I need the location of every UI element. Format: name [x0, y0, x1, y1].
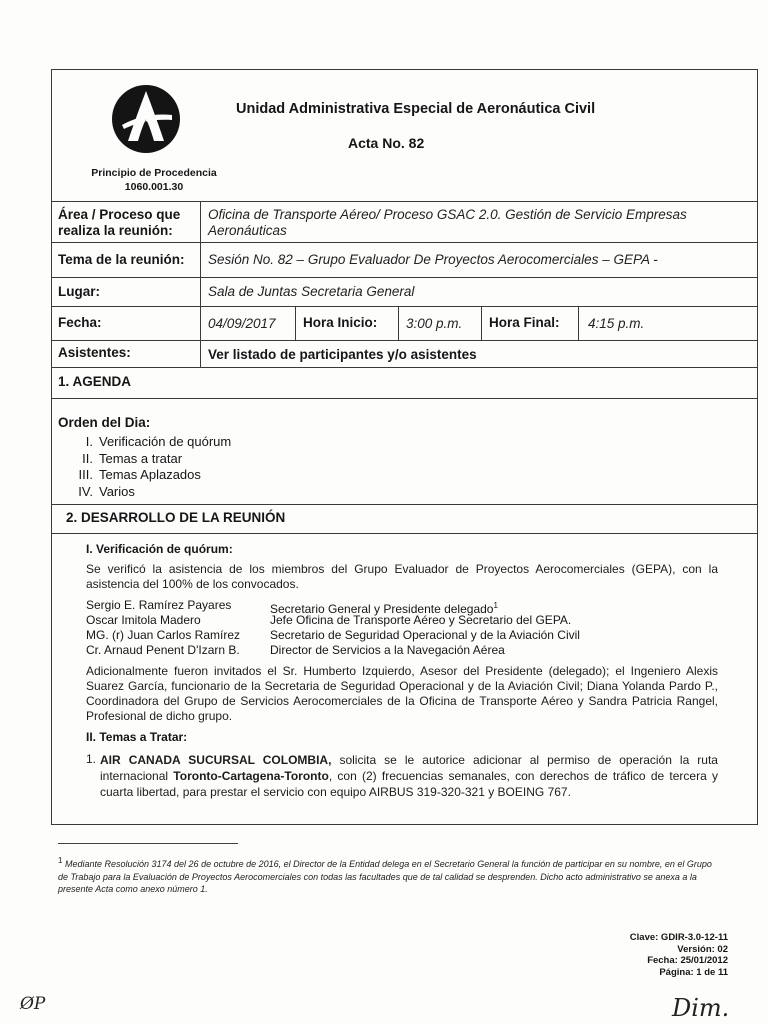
route-name: Toronto-Cartagena-Toronto [173, 769, 329, 783]
clave-line: Clave: GDIR-3.0-12-11 [629, 932, 728, 943]
hora-inicio-value: 3:00 p.m. [406, 316, 463, 331]
lugar-value: Sala de Juntas Secretaria General [208, 284, 415, 299]
airline-name: AIR CANADA SUCURSAL COLOMBIA, [100, 753, 332, 767]
handwritten-initials-right: Dim. [672, 994, 730, 1022]
area-value-line-1: Oficina de Transporte Aéreo/ Proceso GSAC 2.0. Gestión de Servicio Empresas [208, 207, 687, 222]
agenda-item-text: Verificación de quórum [99, 434, 232, 449]
agenda-item [66, 451, 231, 468]
document-control-block [630, 932, 728, 978]
air-canada-item [100, 752, 718, 800]
fecha-divider-3 [481, 306, 482, 340]
temas-tratar-heading: II. Temas a Tratar: [86, 730, 188, 744]
organization-title: Unidad Administrativa Especial de Aeronáutica Civil [236, 101, 596, 117]
agenda-item [66, 434, 231, 451]
label-column-divider [200, 201, 201, 367]
area-value-line-2: Aeronáuticas [208, 223, 287, 238]
rule-after-fecha [51, 340, 758, 341]
area-label-line-2: realiza la reunión: [58, 223, 173, 238]
footnote [58, 855, 718, 896]
footnote-text: Mediante Resolución 3174 del 26 de octubre de 2016, el Director de la Entidad delega en el Secretario General la función de participar en su nombre, en el Grupo de Trabajo para la Evaluación de Proyectos Aerocomerciales con todas las facultades que de tal calidad se desprenden. Dicho acto administrativo se anexa a la presente Acta como anexo número 1. [58, 859, 712, 894]
principio-procedencia [89, 166, 219, 194]
area-proceso-label [58, 207, 198, 239]
participant-name: Cr. Arnaud Penent D'Izarn B. [86, 643, 240, 657]
area-proceso-value [208, 207, 753, 239]
tema-label: Tema de la reunión: [58, 252, 185, 267]
agenda-item-text: Temas a tratar [99, 450, 183, 466]
footnote-mark: 1 [58, 856, 63, 865]
handwritten-initials-left: ØP [20, 994, 46, 1014]
item-number: 1. [86, 752, 97, 766]
participant-name: Oscar Imitola Madero [86, 613, 201, 627]
version-line: Versión: 02 [677, 943, 728, 955]
footnote-ref: 1 [493, 601, 498, 610]
fecha-label: Fecha: [58, 315, 102, 330]
pagina-line: Página: 1 de 11 [659, 966, 728, 978]
agenda-item-num: III. [78, 467, 93, 482]
footnote-rule [58, 843, 238, 844]
orden-del-dia-label: Orden del Dia: [58, 415, 151, 430]
participant-role-text: Secretario General y Presidente delegado [270, 602, 494, 616]
desarrollo-heading: 2. DESARROLLO DE LA REUNIÓN [66, 510, 286, 525]
agenda-item-text: Temas Aplazados [99, 467, 201, 482]
participant-name: MG. (r) Juan Carlos Ramírez [86, 628, 241, 642]
participant-role: Director de Servicios a la Navegación Aérea [270, 643, 505, 657]
item-text-a: solicita se le autorice adicionar al permiso de operación la ruta internacional [100, 753, 718, 783]
principio-line-1: Principio de Procedencia [91, 167, 217, 179]
rule-before-desarrollo [51, 504, 758, 505]
agenda-item-text: Varios [99, 483, 135, 499]
verificacion-quorum-heading: I. Verificación de quórum: [86, 542, 233, 556]
participant-role: Jefe Oficina de Transporte Aéreo y Secretario del GEPA. [270, 613, 572, 627]
area-label-line-1 [58, 207, 198, 223]
hora-final-value: 4:15 p.m. [588, 316, 645, 331]
agenda-item [66, 467, 231, 484]
agenda-item [66, 484, 231, 501]
rule-after-lugar [51, 306, 758, 307]
fecha-divider-1 [295, 306, 296, 340]
participant-name: Sergio E. Ramírez Payares [86, 598, 232, 612]
table-top-rule [51, 201, 758, 202]
asistentes-value: Ver listado de participantes y/o asistentes [208, 347, 477, 362]
rule-after-tema [51, 277, 758, 278]
agenda-item-num: II. [82, 450, 93, 466]
asistentes-label: Asistentes: [58, 345, 131, 360]
acta-number-title: Acta No. 82 [348, 135, 425, 151]
participant-role: Secretario de Seguridad Operacional y de la Aviación Civil [270, 628, 580, 642]
hora-inicio-label: Hora Inicio: [303, 315, 378, 330]
rule-after-asistentes [51, 367, 758, 368]
fecha-line: Fecha: 25/01/2012 [647, 955, 728, 966]
lugar-label: Lugar: [58, 284, 100, 299]
area-label-text-1: Área / Proceso que [58, 207, 181, 222]
rule-after-desarrollo [51, 533, 758, 534]
principio-line-2: 1060.001.30 [124, 181, 184, 193]
agenda-item-num: I. [85, 434, 93, 449]
tema-value: Sesión No. 82 – Grupo Evaluador De Proyectos Aerocomerciales – GEPA - [208, 252, 658, 267]
agenda-list [66, 434, 231, 500]
agenda-heading: 1. AGENDA [58, 374, 132, 389]
item-text-b: , con (2) frecuencias semanales, con derechos de tráfico de tercera y cuarta libertad, para prestar el servicio con equipo AIRBUS 319-320-321 y BOEING 767. [100, 769, 718, 799]
invitados-paragraph: Adicionalmente fueron invitados el Sr. Humberto Izquierdo, Asesor del Presidente (delegado); el Ingeniero Alexis Suarez García, funcionario de la Secretaria de Seguridad Operacional y de la Aviación Civil; Diana Yolanda Pardo P., Coordinadora del Grupo de Servicios Aerocomerciales de la Oficina de Transporte Aéreo y Sandra Patricia Rangel, Profesional de dicho grupo. [86, 664, 718, 723]
rule-after-agenda [51, 398, 758, 399]
aerocivil-logo-icon [110, 83, 182, 155]
rule-after-area [51, 242, 758, 243]
agenda-item-num: IV. [78, 483, 93, 499]
hora-final-label: Hora Final: [489, 315, 560, 330]
fecha-value: 04/09/2017 [208, 316, 276, 331]
fecha-divider-4 [578, 306, 579, 340]
quorum-paragraph: Se verificó la asistencia de los miembros del Grupo Evaluador de Proyectos Aerocomerciales (GEPA), con la asistencia del 100% de los convocados. [86, 562, 718, 591]
fecha-divider-2 [398, 306, 399, 340]
